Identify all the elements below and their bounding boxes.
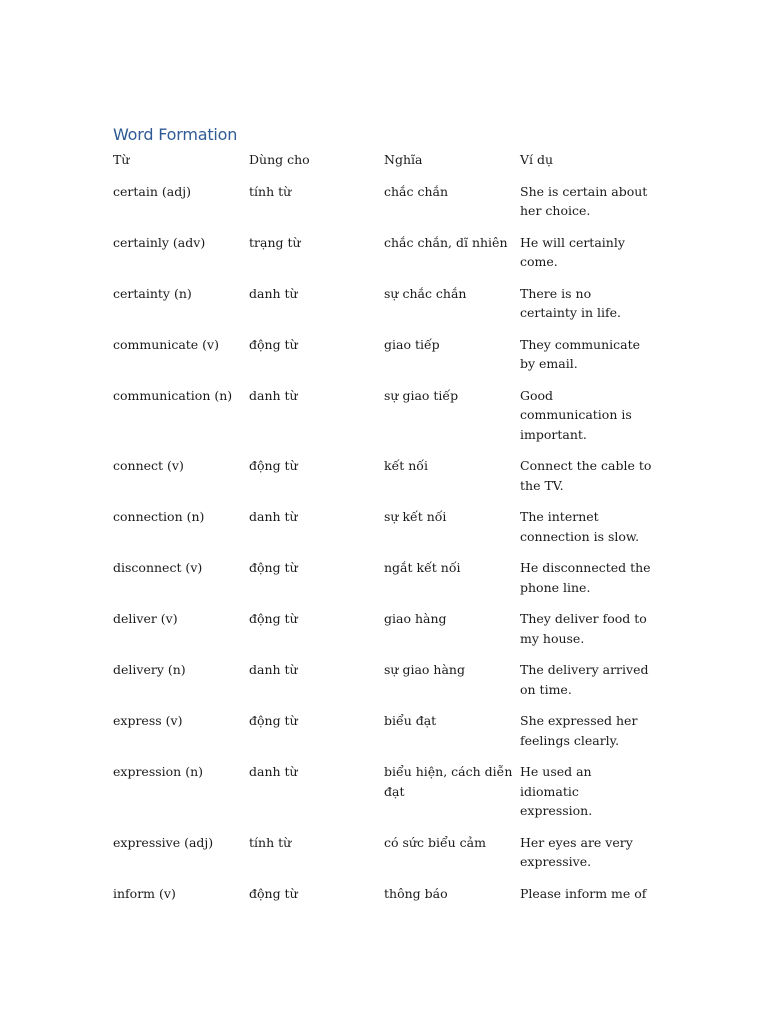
- usage-cell: danh từ: [249, 764, 298, 779]
- word-cell: communicate (v): [113, 336, 219, 352]
- word-cell: connection (n): [113, 509, 205, 524]
- document-title: Word Formation: [113, 125, 238, 144]
- word-cell: connect (v): [113, 458, 184, 473]
- word-cell: delivery (n): [113, 662, 186, 677]
- usage-cell: danh từ: [249, 662, 298, 677]
- usage-cell: tính từ: [249, 183, 292, 199]
- usage-cell: động từ: [249, 611, 298, 626]
- table-row: [113, 609, 658, 660]
- usage-cell: danh từ: [249, 387, 298, 403]
- table-row: [113, 386, 658, 457]
- example-cell: Good communication is important.: [520, 387, 632, 442]
- meaning-cell: sự giao hàng: [384, 662, 465, 677]
- usage-cell: động từ: [249, 458, 298, 473]
- example-cell: There is no certainty in life.: [520, 285, 621, 320]
- table-row: [113, 884, 658, 916]
- word-cell: expressive (adj): [113, 834, 214, 850]
- table-row: [113, 507, 658, 558]
- example-cell: Please inform me of: [520, 885, 647, 901]
- word-cell: certain (adj): [113, 183, 191, 199]
- example-cell: The delivery arrived on time.: [520, 662, 649, 697]
- example-cell: She expressed her feelings clearly.: [520, 713, 638, 748]
- example-cell: Her eyes are very expressive.: [520, 834, 633, 869]
- table-header-row: [113, 150, 658, 182]
- table-row: [113, 558, 658, 609]
- meaning-cell: biểu hiện, cách diễn đạt: [384, 764, 513, 799]
- table-row: [113, 762, 658, 833]
- example-cell: He will certainly come.: [520, 234, 625, 269]
- word-cell: certainty (n): [113, 285, 192, 301]
- meaning-cell: chắc chắn: [384, 183, 449, 199]
- table-row: [113, 660, 658, 711]
- meaning-cell: giao tiếp: [384, 336, 440, 352]
- word-cell: certainly (adv): [113, 234, 206, 250]
- column-header-meaning: Nghĩa: [384, 152, 423, 167]
- usage-cell: tính từ: [249, 834, 292, 850]
- meaning-cell: kết nối: [384, 458, 428, 473]
- meaning-cell: sự giao tiếp: [384, 387, 459, 403]
- example-cell: He disconnected the phone line.: [520, 560, 651, 595]
- word-cell: inform (v): [113, 885, 176, 901]
- word-cell: expression (n): [113, 764, 204, 779]
- table-row: [113, 711, 658, 762]
- usage-cell: trạng từ: [249, 234, 301, 250]
- meaning-cell: chắc chắn, dĩ nhiên: [384, 234, 508, 250]
- word-cell: deliver (v): [113, 611, 178, 626]
- column-header-usage: Dùng cho: [249, 152, 310, 167]
- meaning-cell: có sức biểu cảm: [384, 834, 486, 850]
- usage-cell: động từ: [249, 336, 298, 352]
- word-cell: communication (n): [113, 387, 233, 403]
- column-header-example: Ví dụ: [520, 152, 554, 167]
- example-cell: She is certain about her choice.: [520, 183, 648, 218]
- document-page: [113, 124, 658, 915]
- meaning-cell: thông báo: [384, 885, 448, 901]
- usage-cell: động từ: [249, 713, 298, 728]
- usage-cell: động từ: [249, 885, 298, 901]
- meaning-cell: giao hàng: [384, 611, 447, 626]
- table-row: [113, 182, 658, 233]
- example-cell: He used an idiomatic expression.: [520, 764, 593, 818]
- usage-cell: danh từ: [249, 509, 298, 524]
- usage-cell: động từ: [249, 560, 298, 575]
- word-cell: express (v): [113, 713, 183, 728]
- example-cell: They communicate by email.: [520, 336, 641, 371]
- meaning-cell: biểu đạt: [384, 713, 437, 728]
- table-row: [113, 335, 658, 386]
- vocabulary-table: [113, 150, 658, 915]
- table-row: [113, 284, 658, 335]
- table-row: [113, 233, 658, 284]
- meaning-cell: ngắt kết nối: [384, 560, 461, 575]
- meaning-cell: sự chắc chắn: [384, 285, 467, 301]
- example-cell: They deliver food to my house.: [520, 611, 647, 646]
- column-header-word: Từ: [113, 152, 130, 167]
- table-row: [113, 833, 658, 884]
- meaning-cell: sự kết nối: [384, 509, 447, 524]
- usage-cell: danh từ: [249, 285, 298, 301]
- word-cell: disconnect (v): [113, 560, 203, 575]
- example-cell: Connect the cable to the TV.: [520, 458, 652, 493]
- table-row: [113, 456, 658, 507]
- table-body: [113, 182, 658, 916]
- example-cell: The internet connection is slow.: [520, 509, 640, 544]
